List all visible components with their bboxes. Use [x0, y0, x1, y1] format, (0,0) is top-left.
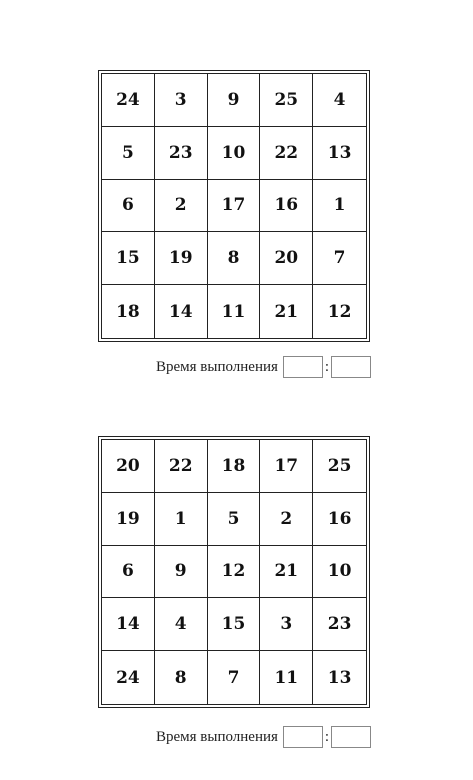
grid-cell: 1: [313, 180, 366, 233]
time-separator: :: [324, 728, 330, 745]
grid-cell: 21: [260, 285, 313, 338]
grid-cell: 19: [102, 493, 155, 546]
time-entry-row-2: [156, 725, 371, 749]
time-label: Время выполнения: [156, 358, 278, 375]
schulte-table-1: [98, 70, 370, 342]
grid-cell: 3: [260, 598, 313, 651]
grid-cell: 24: [102, 651, 155, 704]
grid-cell: 13: [327, 667, 352, 688]
grid-cell: 7: [208, 651, 261, 704]
grid-cell: 24: [102, 74, 155, 127]
seconds-input[interactable]: [331, 356, 371, 378]
grid-cell: 2: [260, 493, 313, 546]
grid-cell: 20: [260, 232, 313, 285]
grid-cell: 22: [155, 440, 208, 493]
grid-cell: 4: [155, 598, 208, 651]
grid-cell: 2: [155, 180, 208, 233]
grid-cell: 9: [208, 74, 261, 127]
grid-cell: 16: [260, 180, 313, 233]
grid-cell: 25: [260, 74, 313, 127]
time-separator: :: [324, 358, 330, 375]
time-label: Время выполнения: [156, 728, 278, 745]
grid-cell: 22: [260, 127, 313, 180]
grid-cell: 7: [313, 232, 366, 285]
grid-cell: 14: [102, 598, 155, 651]
grid-cell: 15: [208, 598, 261, 651]
minutes-input[interactable]: [283, 356, 323, 378]
seconds-input[interactable]: [331, 726, 371, 748]
time-entry-row-1: [156, 355, 371, 379]
grid-cell: 20: [102, 440, 155, 493]
number-grid: [101, 73, 367, 339]
grid-cell: 4: [313, 74, 366, 127]
grid-cell: 6: [102, 180, 155, 233]
grid-cell: 11: [208, 285, 261, 338]
grid-cell: 6: [102, 546, 155, 599]
grid-cell: 14: [155, 285, 208, 338]
grid-cell: 16: [313, 493, 366, 546]
grid-cell: 5: [102, 127, 155, 180]
minutes-input[interactable]: [283, 726, 323, 748]
grid-cell: 17: [208, 180, 261, 233]
grid-cell: 23: [313, 598, 366, 651]
grid-cell: 9: [155, 546, 208, 599]
grid-cell: 12: [327, 301, 352, 322]
grid-cell: 8: [155, 651, 208, 704]
grid-cell: 23: [155, 127, 208, 180]
grid-cell: 3: [155, 74, 208, 127]
grid-cell: 19: [155, 232, 208, 285]
grid-cell: 8: [208, 232, 261, 285]
schulte-table-2: [98, 436, 370, 708]
grid-cell: 11: [260, 651, 313, 704]
grid-cell: 10: [208, 127, 261, 180]
grid-cell: 21: [260, 546, 313, 599]
grid-cell: 12: [208, 546, 261, 599]
grid-cell: 17: [260, 440, 313, 493]
grid-cell: 1: [155, 493, 208, 546]
grid-cell: 18: [102, 285, 155, 338]
grid-cell: 5: [208, 493, 261, 546]
grid-cell: 18: [208, 440, 261, 493]
grid-cell: 15: [102, 232, 155, 285]
grid-cell: 10: [313, 546, 366, 599]
grid-cell: 13: [313, 127, 366, 180]
number-grid: [101, 439, 367, 705]
grid-cell: 25: [313, 440, 366, 493]
